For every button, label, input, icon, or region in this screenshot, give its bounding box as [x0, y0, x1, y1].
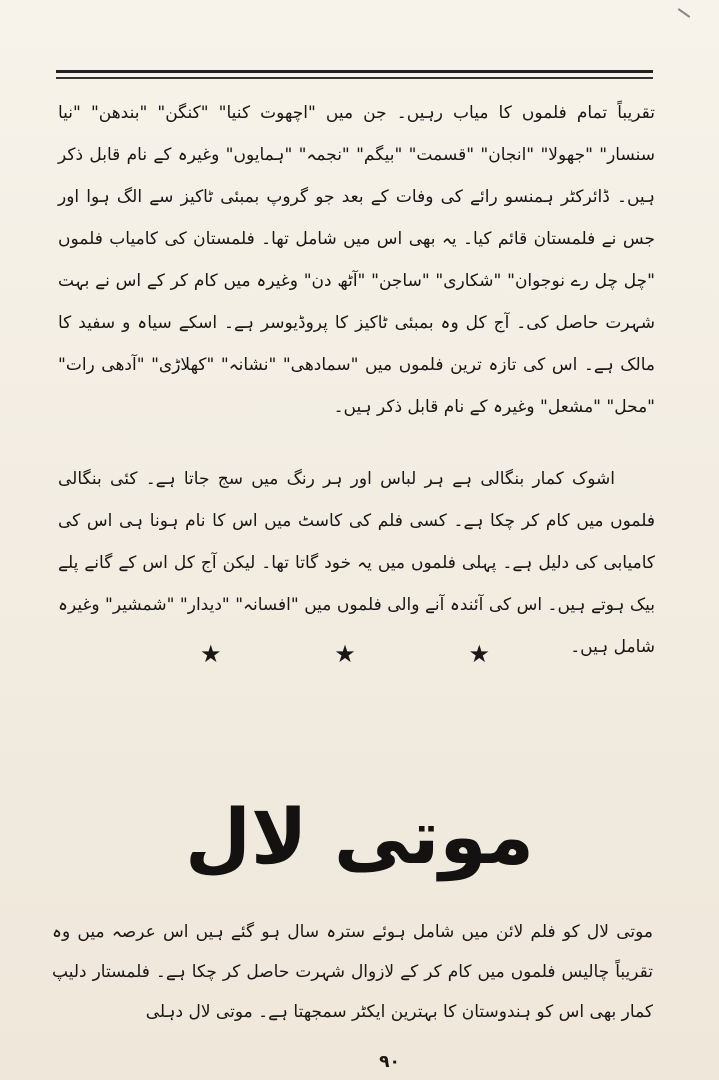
paragraph-ashok-filmography: [58, 92, 655, 428]
star-icon: ★: [200, 640, 222, 668]
paragraph-text: اشوک کمار بنگالی ہے ہر لباس اور ہر رنگ میں سج جاتا ہے۔ کئی بنگالی فلموں میں کام کر چکا ہے۔ کسی فلم کی کاسٹ میں اس کا نام ہونا ہی اس کی کامیابی کی دلیل ہے۔ پہلی فلموں میں یہ خود گاتا تھا۔ لیکن آج کل اس کے گانے پلے بیک ہوتے ہیں۔ اس کی آئندہ آنے والی فلموں میں "افسانہ" "دیدار" "شمشیر" وغیرہ شامل ہیں۔: [58, 469, 655, 657]
paragraph-ashok-bengali: [58, 458, 655, 668]
page-number-value: ۹۰: [379, 1052, 400, 1072]
section-divider-stars: [200, 640, 490, 668]
paragraph-motilal-intro: [52, 912, 653, 1032]
corner-mark: [678, 8, 691, 18]
top-rule-thick: [56, 70, 653, 73]
paragraph-text: تقریباً تمام فلموں کا میاب رہیں۔ جن میں "اچھوت کنیا" "کنگن" "بندھن" "نیا سنسار" "جھولا" "انجان" "قسمت" "بیگم" "نجمہ" "ہمایوں" وغیرہ کے نام قابل ذکر ہیں۔ ڈائرکٹر ہمنسو رائے کی وفات کے بعد جو گروپ بمبئی ٹاکیز سے الگ ہوا اور جس نے فلمستان قائم کیا۔ یہ بھی اس میں شامل تھا۔ فلمستان کی کامیاب فلموں "چل چل رے نوجوان" "شکاری" "ساجن" "آٹھ دن" وغیرہ میں کام کر کے اس نے بہت شہرت حاصل کی۔ آج کل وہ بمبئی ٹاکیز کا پروڈیوسر ہے۔ اسکے سیاہ و سفید کا مالک ہے۔ اس کی تازہ ترین فلموں میں "سمادھی" "نشانہ" "کھلاڑی" "آدھی رات" "محل" "مشعل" وغیرہ کے نام قابل ذکر ہیں۔: [58, 103, 655, 417]
top-rule-thin: [56, 77, 653, 79]
star-icon: ★: [468, 640, 490, 668]
section-heading: موتی لال: [184, 792, 535, 881]
paragraph-text: موتی لال کو فلم لائن میں شامل ہوئے سترہ سال ہو گئے ہیں اس عرصہ میں وہ تقریباً چالیس فلموں میں کام کر کے لازوال شہرت حاصل کر چکا ہے۔ فلمستار دلیپ کمار بھی اس کو ہندوستان کا بہترین ایکٹر سمجھتا ہے۔ موتی لال دہلی: [52, 922, 653, 1022]
star-icon: ★: [334, 640, 356, 668]
page-number: [0, 1052, 719, 1072]
